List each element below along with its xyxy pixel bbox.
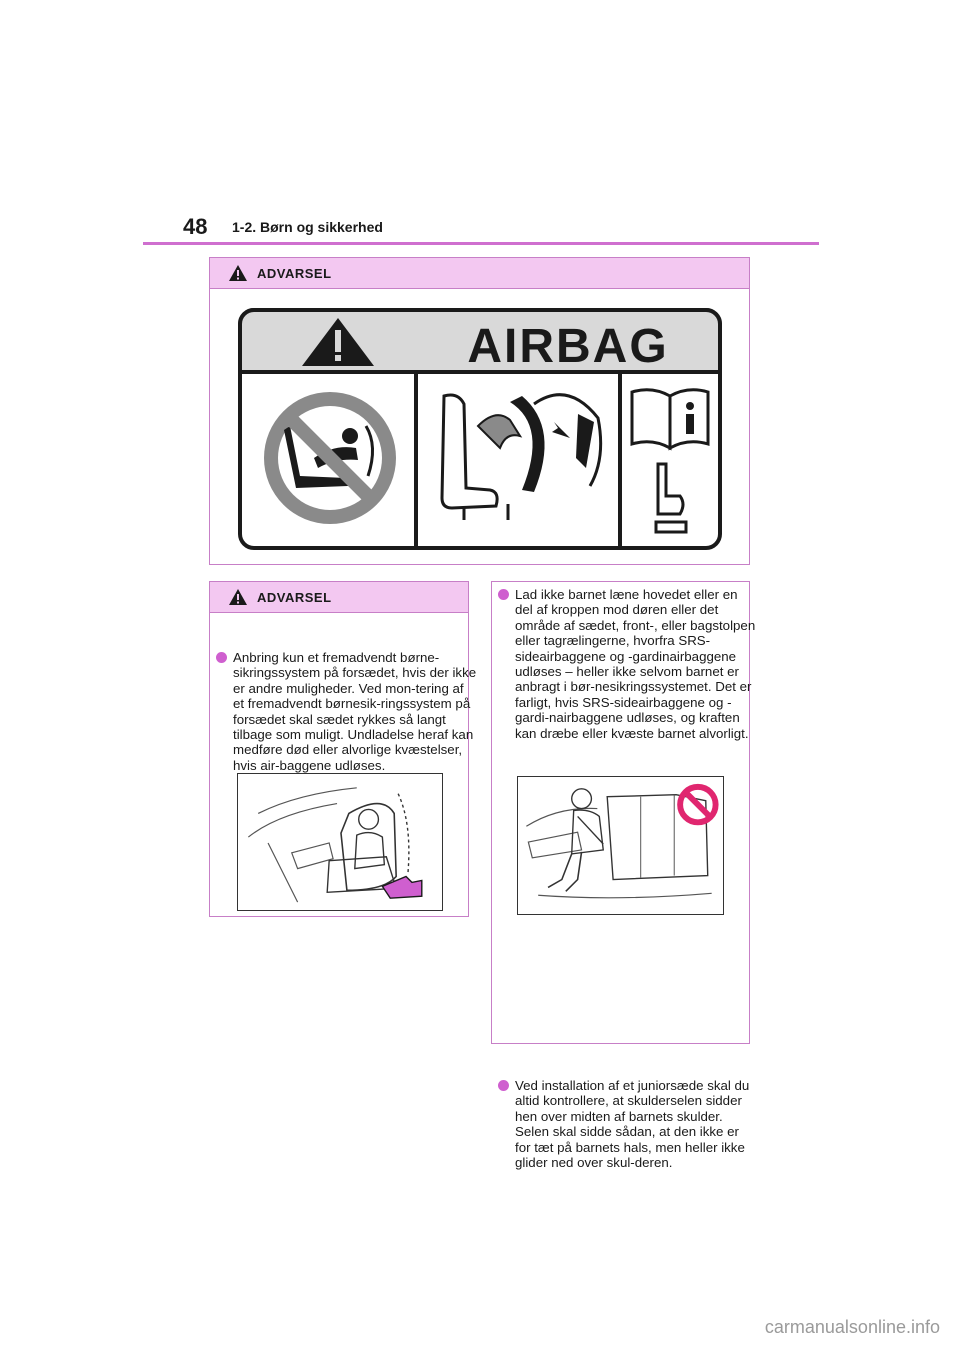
prohibition-icon bbox=[680, 787, 715, 822]
info-bullet-2 bbox=[498, 1078, 757, 1170]
warning-label: ADVARSEL bbox=[257, 266, 332, 281]
right-info-box bbox=[491, 581, 756, 1171]
bullet-text: Ved installation af et juniorsæde skal du altid kontrollere, at skulderselen sidder hen over midten af barnets skulder. Selen skal sidde sådan, at den ikke er for tæt på barnets hals, men heller ikke glider ned over skul-deren. bbox=[515, 1078, 750, 1171]
warning-triangle-icon bbox=[228, 264, 248, 282]
page-number: 48 bbox=[183, 214, 208, 239]
bullet-dot-icon bbox=[216, 652, 227, 663]
bullet-dot-icon bbox=[498, 1080, 509, 1091]
warning-bullet bbox=[216, 650, 477, 773]
section-title: 1-2. Børn og sikkerhed bbox=[232, 219, 383, 235]
info-bullet-1 bbox=[498, 587, 757, 741]
bullet-text: Lad ikke barnet læne hovedet eller en del af kroppen mod døren eller det område af sædet, front-, eller bagstolpen eller tagrælingerne, hvorfra SRS-sideairbaggene og -gardinairbaggene udløses – heller ikke selvom barnet er anbragt i bør-nesikringssystemet. Det er farligt, hvis SRS-sideairbaggene og -gardi-nairbaggene udløses, og kraften kan dræbe eller kvæste barnet alvorligt. bbox=[515, 587, 756, 741]
warning-header bbox=[210, 582, 468, 613]
no-rear-facing-seat-icon bbox=[264, 392, 396, 524]
bullet-dot-icon bbox=[498, 589, 509, 600]
left-warning-box bbox=[209, 581, 477, 917]
header-rule bbox=[143, 242, 819, 245]
child-leaning-seat-illustration bbox=[517, 776, 724, 915]
warning-triangle-icon bbox=[228, 588, 248, 606]
watermark: carmanualsonline.info bbox=[764, 1317, 940, 1337]
front-facing-child-seat-illustration bbox=[237, 773, 443, 911]
bullet-text: Anbring kun et fremadvendt børne-sikringssystem på forsædet, hvis der ikke er andre muligheder. Ved mon-tering af et fremadvendt børnesik-ringssystem på forsædet skal sædet rykkes så langt tilbage som muligt. Undladelse heraf kan medføre død eller alvorlige kvæstelser, hvis air-baggene udløses. bbox=[233, 650, 477, 773]
airbag-label-text: AIRBAG bbox=[467, 320, 669, 373]
airbag-warning-label-image bbox=[238, 308, 722, 550]
top-warning-box bbox=[209, 257, 750, 565]
warning-header bbox=[210, 258, 749, 289]
warning-label: ADVARSEL bbox=[257, 590, 332, 605]
